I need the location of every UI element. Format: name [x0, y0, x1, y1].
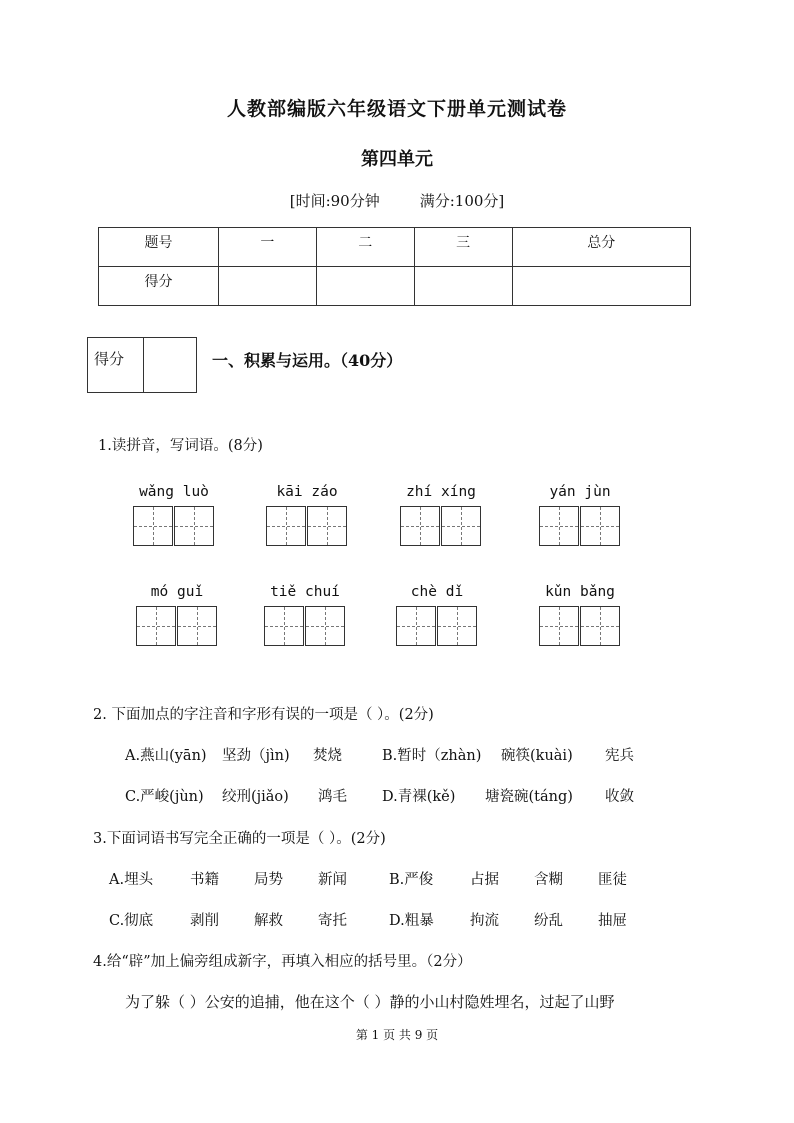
score-header-cell: 总分 [512, 228, 690, 267]
question-2-prompt: 2. 下面加点的字注音和字形有误的一项是（ ）。(2分) [93, 707, 434, 723]
pinyin-label: yán jùn [549, 484, 611, 500]
score-header-cell: 二 [316, 228, 414, 267]
pinyin-label: zhí xíng [406, 484, 476, 500]
option-c[interactable]: C.彻底 [109, 913, 154, 929]
score-header-cell: 题号 [99, 228, 219, 267]
writing-grid[interactable] [396, 606, 478, 646]
option-text: 剥削 [190, 913, 219, 929]
pinyin-label: chè dǐ [410, 584, 464, 600]
score-header-cell: 三 [414, 228, 512, 267]
pinyin-label: kǔn bǎng [545, 584, 615, 600]
writing-grid[interactable] [266, 506, 348, 546]
question-3-options-row1 [0, 868, 794, 888]
page-footer: 第 1 页 共 9 页 [355, 1028, 439, 1042]
option-text: 焚烧 [313, 748, 342, 764]
writing-grid[interactable] [539, 606, 621, 646]
option-b[interactable]: B.严俊 [389, 872, 434, 888]
section-title: 一、积累与运用。（40分） [212, 351, 403, 370]
score-header-cell: 一 [219, 228, 317, 267]
option-a[interactable]: A.埋头 [109, 872, 154, 888]
option-text: 匪徒 [598, 872, 627, 888]
option-text: 解救 [254, 913, 283, 929]
option-b[interactable]: B.暂时（zhàn) [382, 748, 482, 764]
option-text: 绞刑(jiǎo) [222, 789, 289, 805]
score-cell[interactable] [219, 267, 317, 306]
unit-title: 第四单元 [361, 149, 433, 170]
option-text: 新闻 [318, 872, 347, 888]
option-d[interactable]: D.粗暴 [389, 913, 434, 929]
writing-grid[interactable] [136, 606, 218, 646]
option-c[interactable]: C.严峻(jùn) [125, 789, 204, 805]
option-text: 局势 [254, 872, 283, 888]
question-3-options-row2 [0, 909, 794, 929]
pinyin-label: wǎng luò [139, 484, 209, 500]
score-table [98, 227, 691, 306]
score-info: 满分:100分] [419, 192, 505, 210]
option-text: 鸿毛 [318, 789, 347, 805]
exam-info [0, 190, 794, 211]
writing-grid[interactable] [539, 506, 621, 546]
question-4-prompt: 4.给“辟”加上偏旁组成新字，再填入相应的括号里。（2分） [93, 954, 472, 970]
option-a[interactable]: A.燕山(yān) [125, 748, 207, 764]
option-text: 收敛 [605, 789, 634, 805]
option-text: 书籍 [190, 872, 219, 888]
pinyin-label: tiě chuí [270, 584, 340, 600]
option-text: 塘瓷碗(táng) [485, 789, 573, 805]
question-1-prompt: 1.读拼音，写词语。(8分) [98, 438, 263, 454]
score-cell[interactable] [512, 267, 690, 306]
page-title: 人教部编版六年级语文下册单元测试卷 [226, 98, 567, 120]
question-3-prompt: 3.下面词语书写完全正确的一项是（ ）。(2分) [93, 831, 386, 847]
option-d[interactable]: D.青裸(kě) [382, 789, 456, 805]
score-cell[interactable] [414, 267, 512, 306]
writing-grid[interactable] [133, 506, 215, 546]
pinyin-label: mó guǐ [150, 584, 204, 600]
option-text: 碗筷(kuài) [501, 748, 573, 764]
pinyin-label: kāi záo [276, 484, 338, 500]
writing-grid[interactable] [264, 606, 346, 646]
writing-grid[interactable] [400, 506, 482, 546]
section-score-box [87, 337, 197, 393]
question-4-text: 为了躲（ ）公安的追捕，他在这个（ ）静的小山村隐姓埋名，过起了山野 [125, 993, 615, 1011]
section-score-label: 得分 [94, 350, 125, 368]
question-2-options-row2 [0, 785, 794, 805]
option-text: 抽屉 [598, 913, 627, 929]
option-text: 坚劲（jìn) [222, 748, 290, 764]
option-text: 含糊 [534, 872, 563, 888]
score-cell[interactable] [316, 267, 414, 306]
option-text: 拘流 [470, 913, 499, 929]
option-text: 宪兵 [605, 748, 634, 764]
section-score-divider [143, 338, 144, 392]
score-row-label: 得分 [99, 267, 219, 306]
option-text: 寄托 [318, 913, 347, 929]
question-2-options-row1 [0, 744, 794, 764]
option-text: 占据 [470, 872, 499, 888]
option-text: 纷乱 [534, 913, 563, 929]
time-info: [时间:90分钟 [289, 192, 380, 210]
